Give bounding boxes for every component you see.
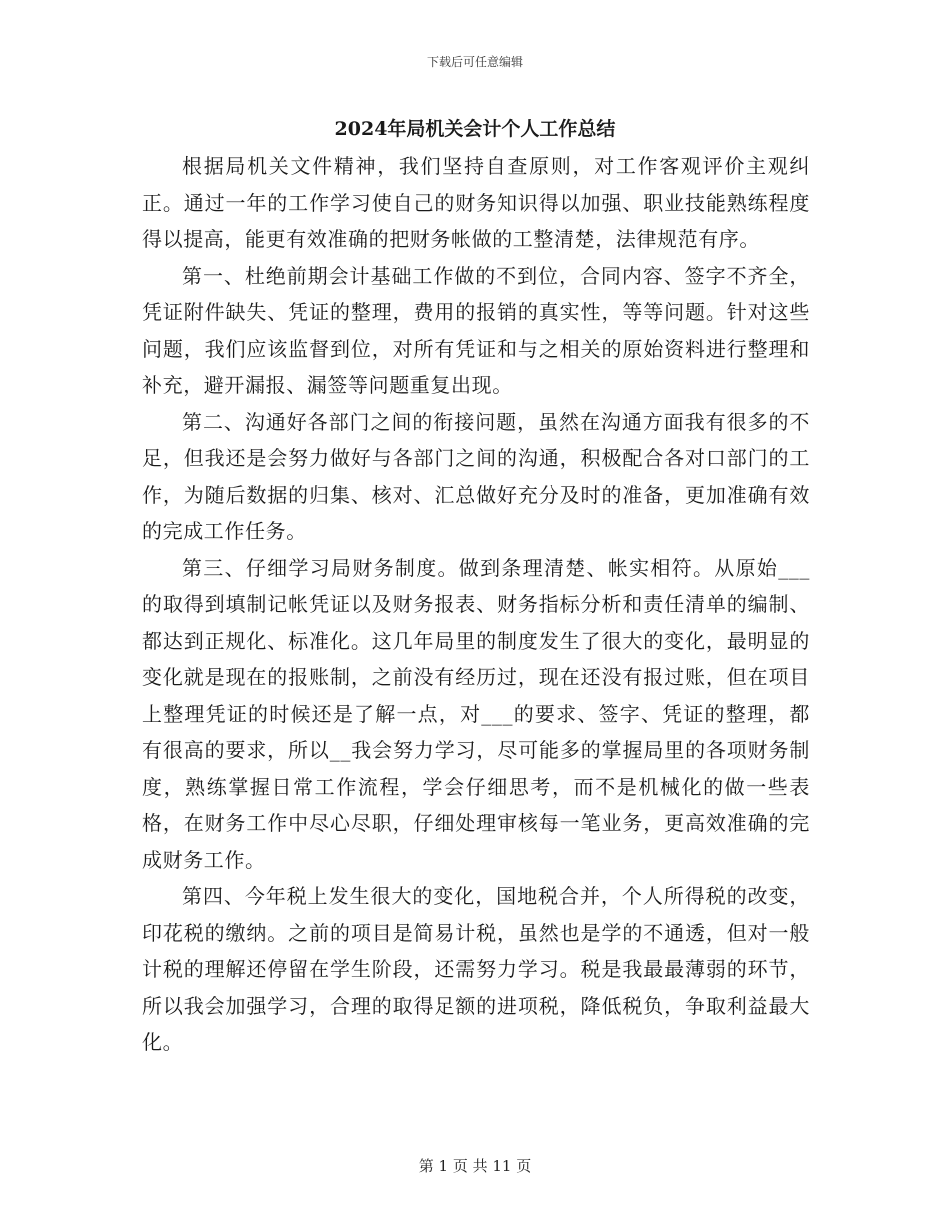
document-body — [142, 148, 810, 1061]
paragraph-third: 第三、仔细学习局财务制度。做到条理清楚、帐实相符。从原始___的取得到填制记帐凭证以及财务报表、财务指标分析和责任清单的编制、都达到正规化、标准化。这几年局里的制度发生了很大的变化，最明显的变化就是现在的报账制，之前没有经历过，现在还没有报过账，但在项目上整理凭证的时候还是了解一点，对___的要求、签字、凭证的整理，都有很高的要求，所以__我会努力学习，尽可能多的掌握局里的各项财务制度，熟练掌握日常工作流程，学会仔细思考，而不是机械化的做一些表格，在财务工作中尽心尽职，仔细处理审核每一笔业务，更高效准确的完成财务工作。 — [142, 555, 810, 872]
paragraph-second: 第二、沟通好各部门之间的衔接问题，虽然在沟通方面我有很多的不足，但我还是会努力做好与各部门之间的沟通，积极配合各对口部门的工作，为随后数据的归集、核对、汇总做好充分及时的准备，更加准确有效的完成工作任务。 — [142, 409, 810, 543]
document-title: 2024年局机关会计个人工作总结 — [334, 118, 616, 140]
paragraph-first: 第一、杜绝前期会计基础工作做的不到位，合同内容、签字不齐全，凭证附件缺失、凭证的整理，费用的报销的真实性，等等问题。针对这些问题，我们应该监督到位，对所有凭证和与之相关的原始资料进行整理和补充，避开漏报、漏签等问题重复出现。 — [142, 263, 810, 397]
paragraph-intro: 根据局机关文件精神，我们坚持自查原则，对工作客观评价主观纠正。通过一年的工作学习使自己的财务知识得以加强、职业技能熟练程度得以提高，能更有效准确的把财务帐做的工整清楚，法律规范有序。 — [142, 154, 810, 251]
page-header-note: 下载后可任意编辑 — [426, 55, 523, 69]
page-number: 第 1 页 共 11 页 — [418, 1157, 532, 1175]
paragraph-fourth: 第四、今年税上发生很大的变化，国地税合并，个人所得税的改变，印花税的缴纳。之前的项目是简易计税，虽然也是学的不通透，但对一般计税的理解还停留在学生阶段，还需努力学习。税是我最最薄弱的环节，所以我会加强学习，合理的取得足额的进项税，降低税负，争取利益最大化。 — [142, 884, 810, 1054]
